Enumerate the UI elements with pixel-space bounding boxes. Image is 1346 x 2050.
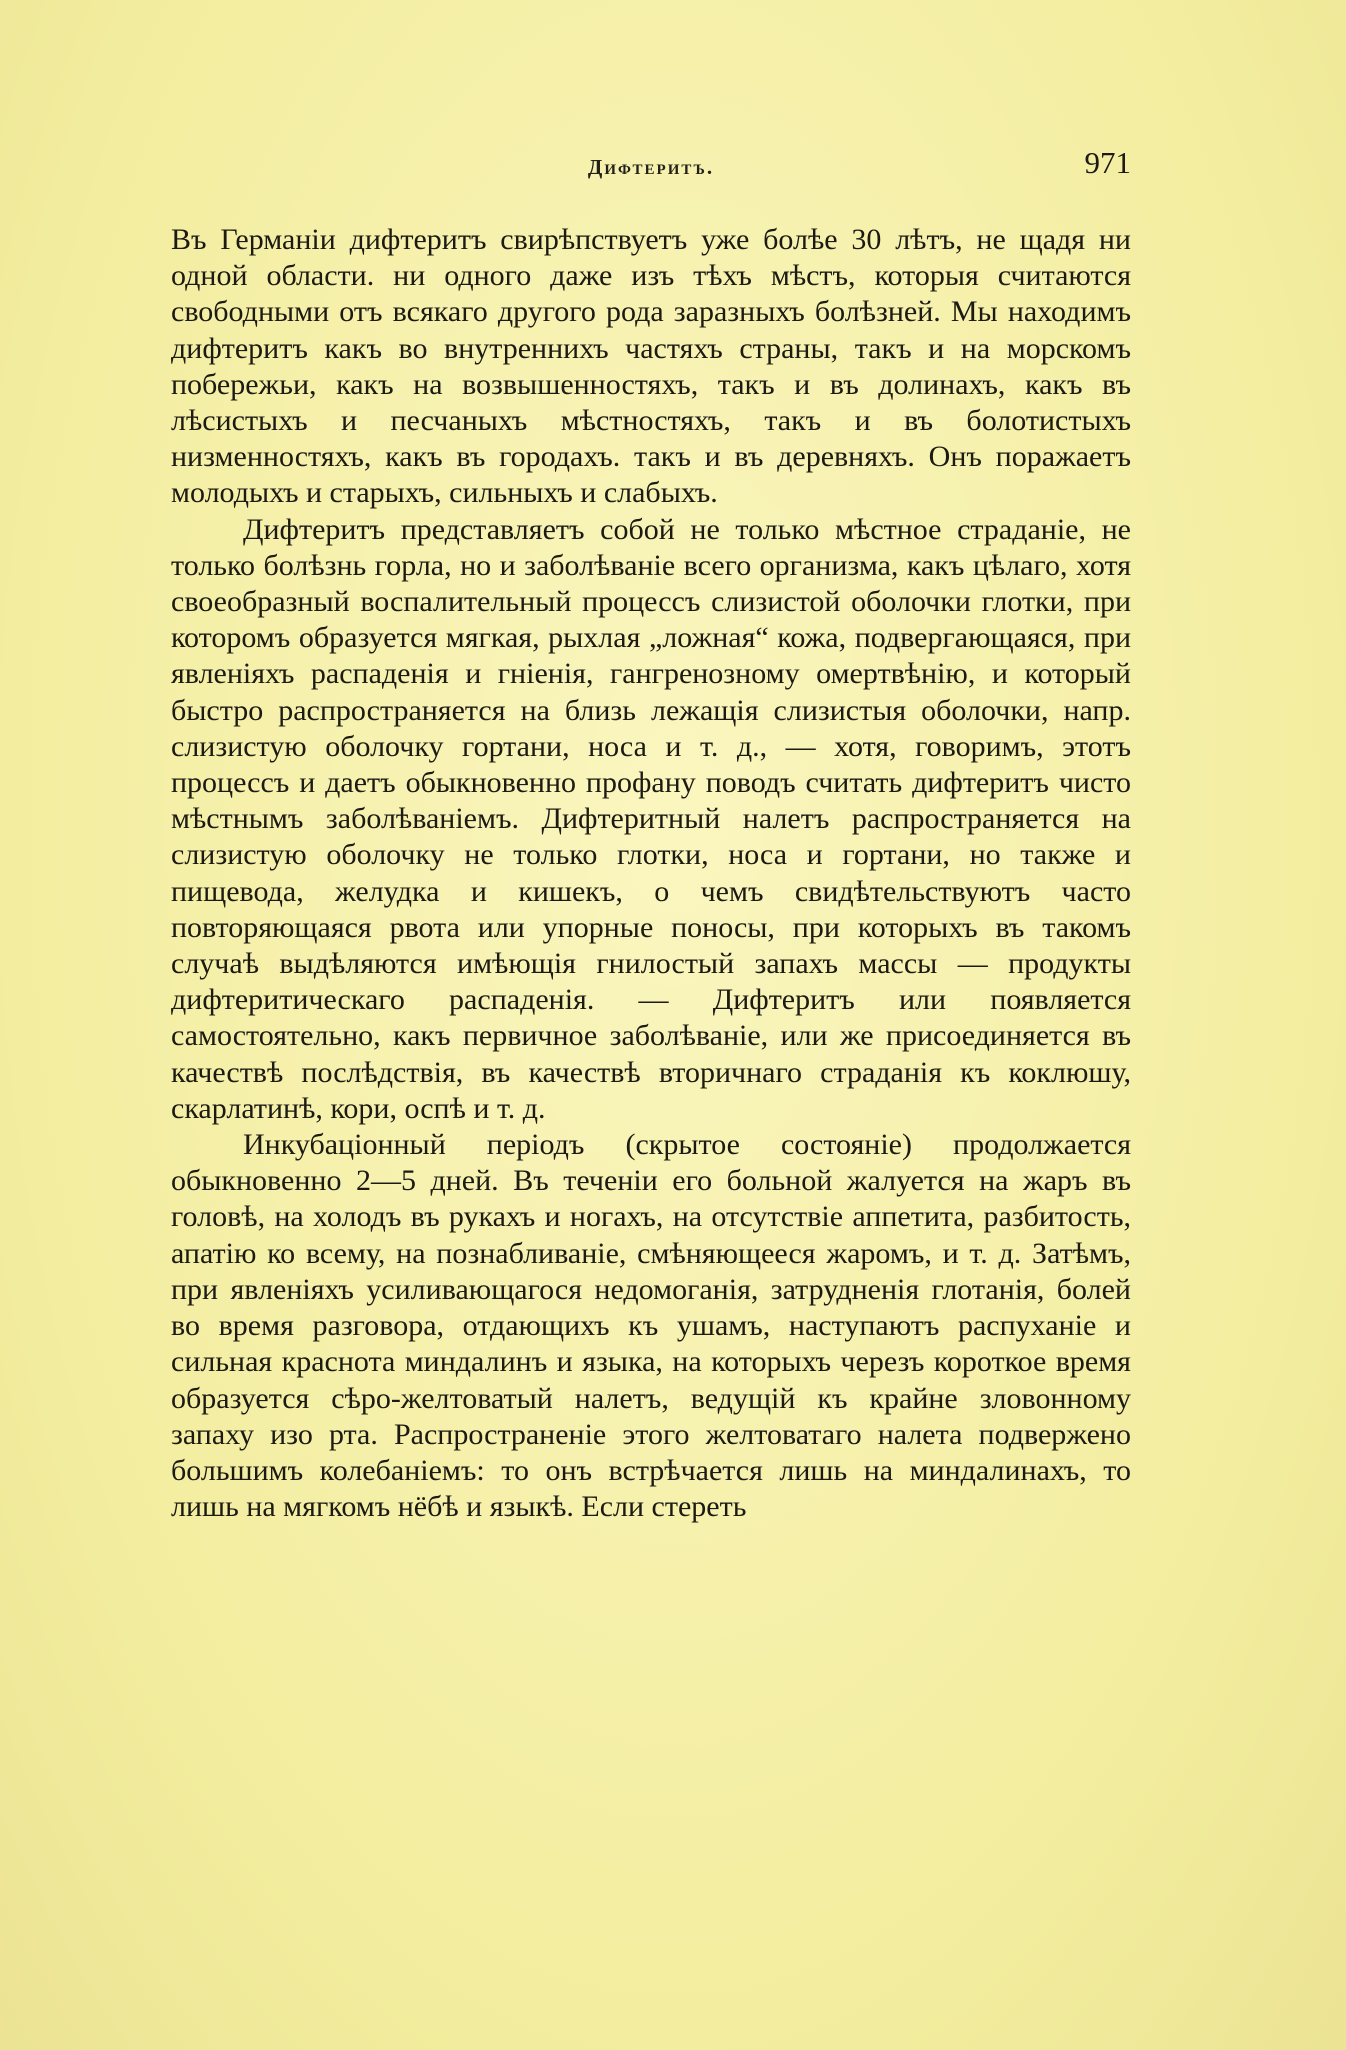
running-title: Дифтеритъ. xyxy=(587,155,715,179)
page-number: 971 xyxy=(1084,145,1131,180)
running-head xyxy=(171,145,1131,189)
paragraph-disease-nature: Дифтеритъ представляетъ собой не только мѣстное страданіе, не только болѣзнь горла, но и заболѣваніе всего организма, какъ цѣлаго, хотя своеобразный воспалительный процессъ слизистой оболочки глотки, при которомъ образуется мягкая, рыхлая „ложная“ кожа, подвергающаяся, при явленіяхъ распаденія и гніенія, гангренозному омертвѣнію, и который быстро распространяется на близь лежащія слизистыя оболочки, напр. слизистую оболочку гортани, носа и т. д., — хотя, говоримъ, этотъ процессъ и даетъ обыкновенно профану поводъ считать дифтеритъ чисто мѣстнымъ заболѣваніемъ. Дифтеритный налетъ распространяется на слизистую оболочку не только глотки, носа и гортани, но также и пищевода, желудка и кишекъ, о чемъ свидѣтельствуютъ часто повторяющаяся рвота или упорные поносы, при которыхъ въ такомъ случаѣ выдѣляются имѣющія гнилостый запахъ массы — продукты дифтеритическаго распаденія. — Дифтеритъ или появляется самостоятельно, какъ первичное заболѣваніе, или же присоединяется въ качествѣ послѣдствія, въ качествѣ вторичнаго страданія къ коклюшу, скарлатинѣ, кори, оспѣ и т. д. xyxy=(171,512,1131,1125)
body-text xyxy=(171,222,1131,1525)
paragraph-incubation: Инкубаціонный періодъ (скрытое состояніе) продолжается обыкновенно 2—5 дней. Въ теченіи его больной жалуется на жаръ въ головѣ, на холодъ въ рукахъ и ногахъ, на отсутствіе аппетита, разбитость, апатію ко всему, на познабливаніе, смѣняющееся жаромъ, и т. д. Затѣмъ, при явленіяхъ усиливающагося недомоганія, затрудненія глотанія, болей во время разговора, отдающихъ къ ушамъ, наступаютъ распуханіе и сильная краснота миндалинъ и языка, на которыхъ черезъ короткое время образуется сѣро-желтоватый налетъ, ведущій къ крайне зловонному запаху изо рта. Распространеніе этого желтоватаго налета подвержено большимъ колебаніемъ: то онъ встрѣчается лишь на миндалинахъ, то лишь на мягкомъ нёбѣ и языкѣ. Если стереть xyxy=(171,1128,1131,1524)
paragraph-germany: Въ Германіи дифтеритъ свирѣпствуетъ уже болѣе 30 лѣтъ, не щадя ни одной области. ни одного даже изъ тѣхъ мѣстъ, которыя считаются свободными отъ всякаго другого рода заразныхъ болѣзней. Мы находимъ дифтеритъ какъ во внутреннихъ частяхъ страны, такъ и на морскомъ побережьи, какъ на возвышенностяхъ, такъ и въ долинахъ, какъ въ лѣсистыхъ и песчаныхъ мѣстностяхъ, такъ и въ болотистыхъ низменностяхъ, какъ въ городахъ. такъ и въ деревняхъ. Онъ поражаетъ молодыхъ и старыхъ, сильныхъ и слабыхъ. xyxy=(171,223,1131,510)
